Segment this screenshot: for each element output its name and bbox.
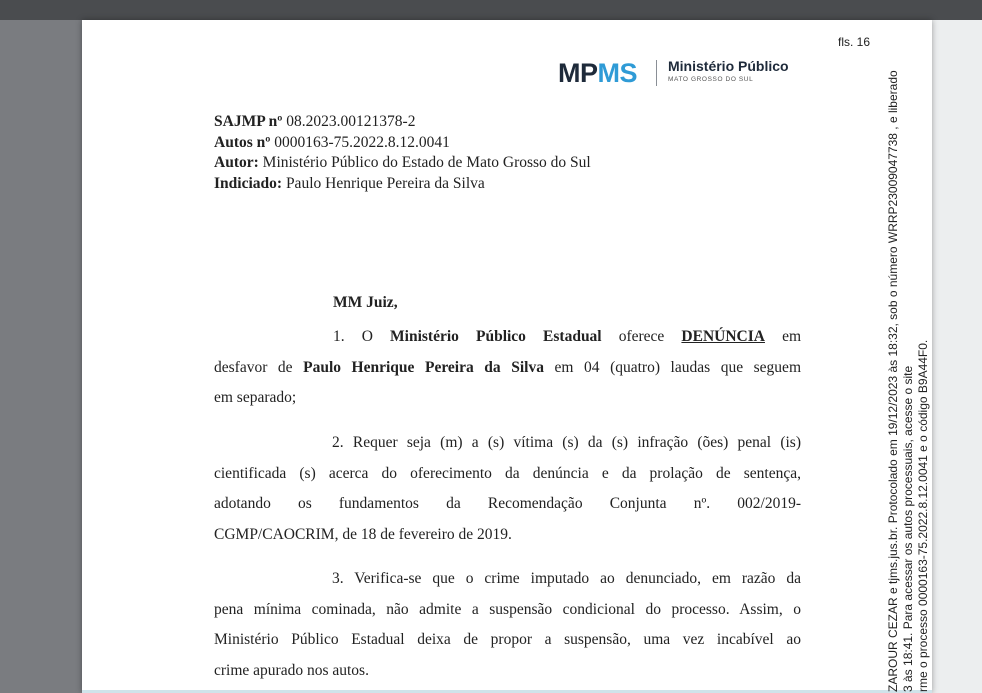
paragraph-2	[214, 428, 801, 550]
indiciado-line	[214, 174, 591, 195]
p1-c: oferece	[601, 328, 682, 345]
p3-line-3: Ministério Público Estadual deixa de propor a suspensão, uma vez incabível ao	[214, 631, 801, 648]
p1-b: Ministério Público Estadual	[390, 328, 602, 345]
logo-divider	[656, 60, 657, 86]
p2-line-3: adotando os fundamentos da Recomendação Conjunta nº. 002/2019-	[214, 495, 801, 512]
p1-a: 1. O	[333, 328, 391, 345]
p2-line-4: CGMP/CAOCRIM, de 18 de fevereiro de 2019.	[214, 525, 512, 543]
sajmp-label: SAJMP nº	[214, 113, 283, 130]
viewer-top-bar	[0, 0, 982, 20]
p3-line-2: pena mínima cominada, não admite a suspensão condicional do processo. Assim, o	[214, 600, 801, 618]
logo-wordmark	[558, 56, 637, 90]
logo-ms: MS	[597, 58, 637, 88]
p1-line-3: em separado;	[214, 389, 297, 406]
p1-d: DENÚNCIA	[681, 328, 765, 345]
p3-line-4: crime apurado nos autos.	[214, 661, 369, 679]
p1-g: Paulo Henrique Pereira da Silva	[303, 358, 544, 376]
p1-e: em	[764, 328, 802, 345]
indiciado-value: Paulo Henrique Pereira da Silva	[282, 174, 485, 192]
right-margin-strip	[932, 20, 982, 693]
autos-label: Autos nº	[214, 133, 271, 151]
autor-label: Autor:	[214, 154, 259, 171]
side-stamp-line-2: 3 às 18:41. Para acessar os autos processuais, acesse o site	[901, 365, 915, 692]
p1-line-2	[214, 353, 801, 384]
indiciado-label: Indiciado:	[214, 174, 283, 192]
sajmp-line	[214, 112, 591, 133]
logo-subtitle: MATO GROSSO DO SUL	[668, 76, 754, 83]
p2-line-1: 2. Requer seja (m) a (s) vítima (s) da (s) infração (ões) penal (is)	[332, 434, 801, 451]
p1-h: em 04 (quatro) laudas que seguem	[543, 358, 801, 376]
salutation: MM Juiz,	[333, 294, 398, 311]
autor-value: Ministério Público do Estado de Mato Grosso do Sul	[258, 154, 591, 171]
paragraph-3	[214, 564, 801, 686]
p2-line-2: cientificada (s) acerca do oferecimento da denúncia e da prolação de sentença,	[214, 464, 801, 482]
p1-f: desfavor de	[214, 358, 304, 376]
side-stamp-line-3: rme o processo 0000163-75.2022.8.12.0041 e o código B9A44F0.	[916, 339, 930, 692]
autor-line	[214, 153, 591, 174]
logo-title: Ministério Público	[668, 58, 789, 74]
page-number-label: fls. 16	[838, 35, 871, 49]
p1-line-1	[214, 322, 801, 353]
p3-line-1: 3. Verifica-se que o crime imputado ao denunciado, em razão da	[332, 570, 801, 587]
sajmp-value: 08.2023.00121378-2	[282, 113, 416, 130]
logo-mp: MP	[558, 58, 598, 88]
paragraph-1	[214, 322, 801, 414]
case-header	[214, 112, 591, 194]
autos-value: 0000163-75.2022.8.12.0041	[270, 133, 450, 151]
side-stamp-line-1: ZAROUR CEZAR e tjms.jus.br. Protocolado em 19/12/2023 às 18:32, sob o número WRRP23009047738 , e liberado	[886, 70, 900, 692]
autos-line	[214, 133, 591, 154]
